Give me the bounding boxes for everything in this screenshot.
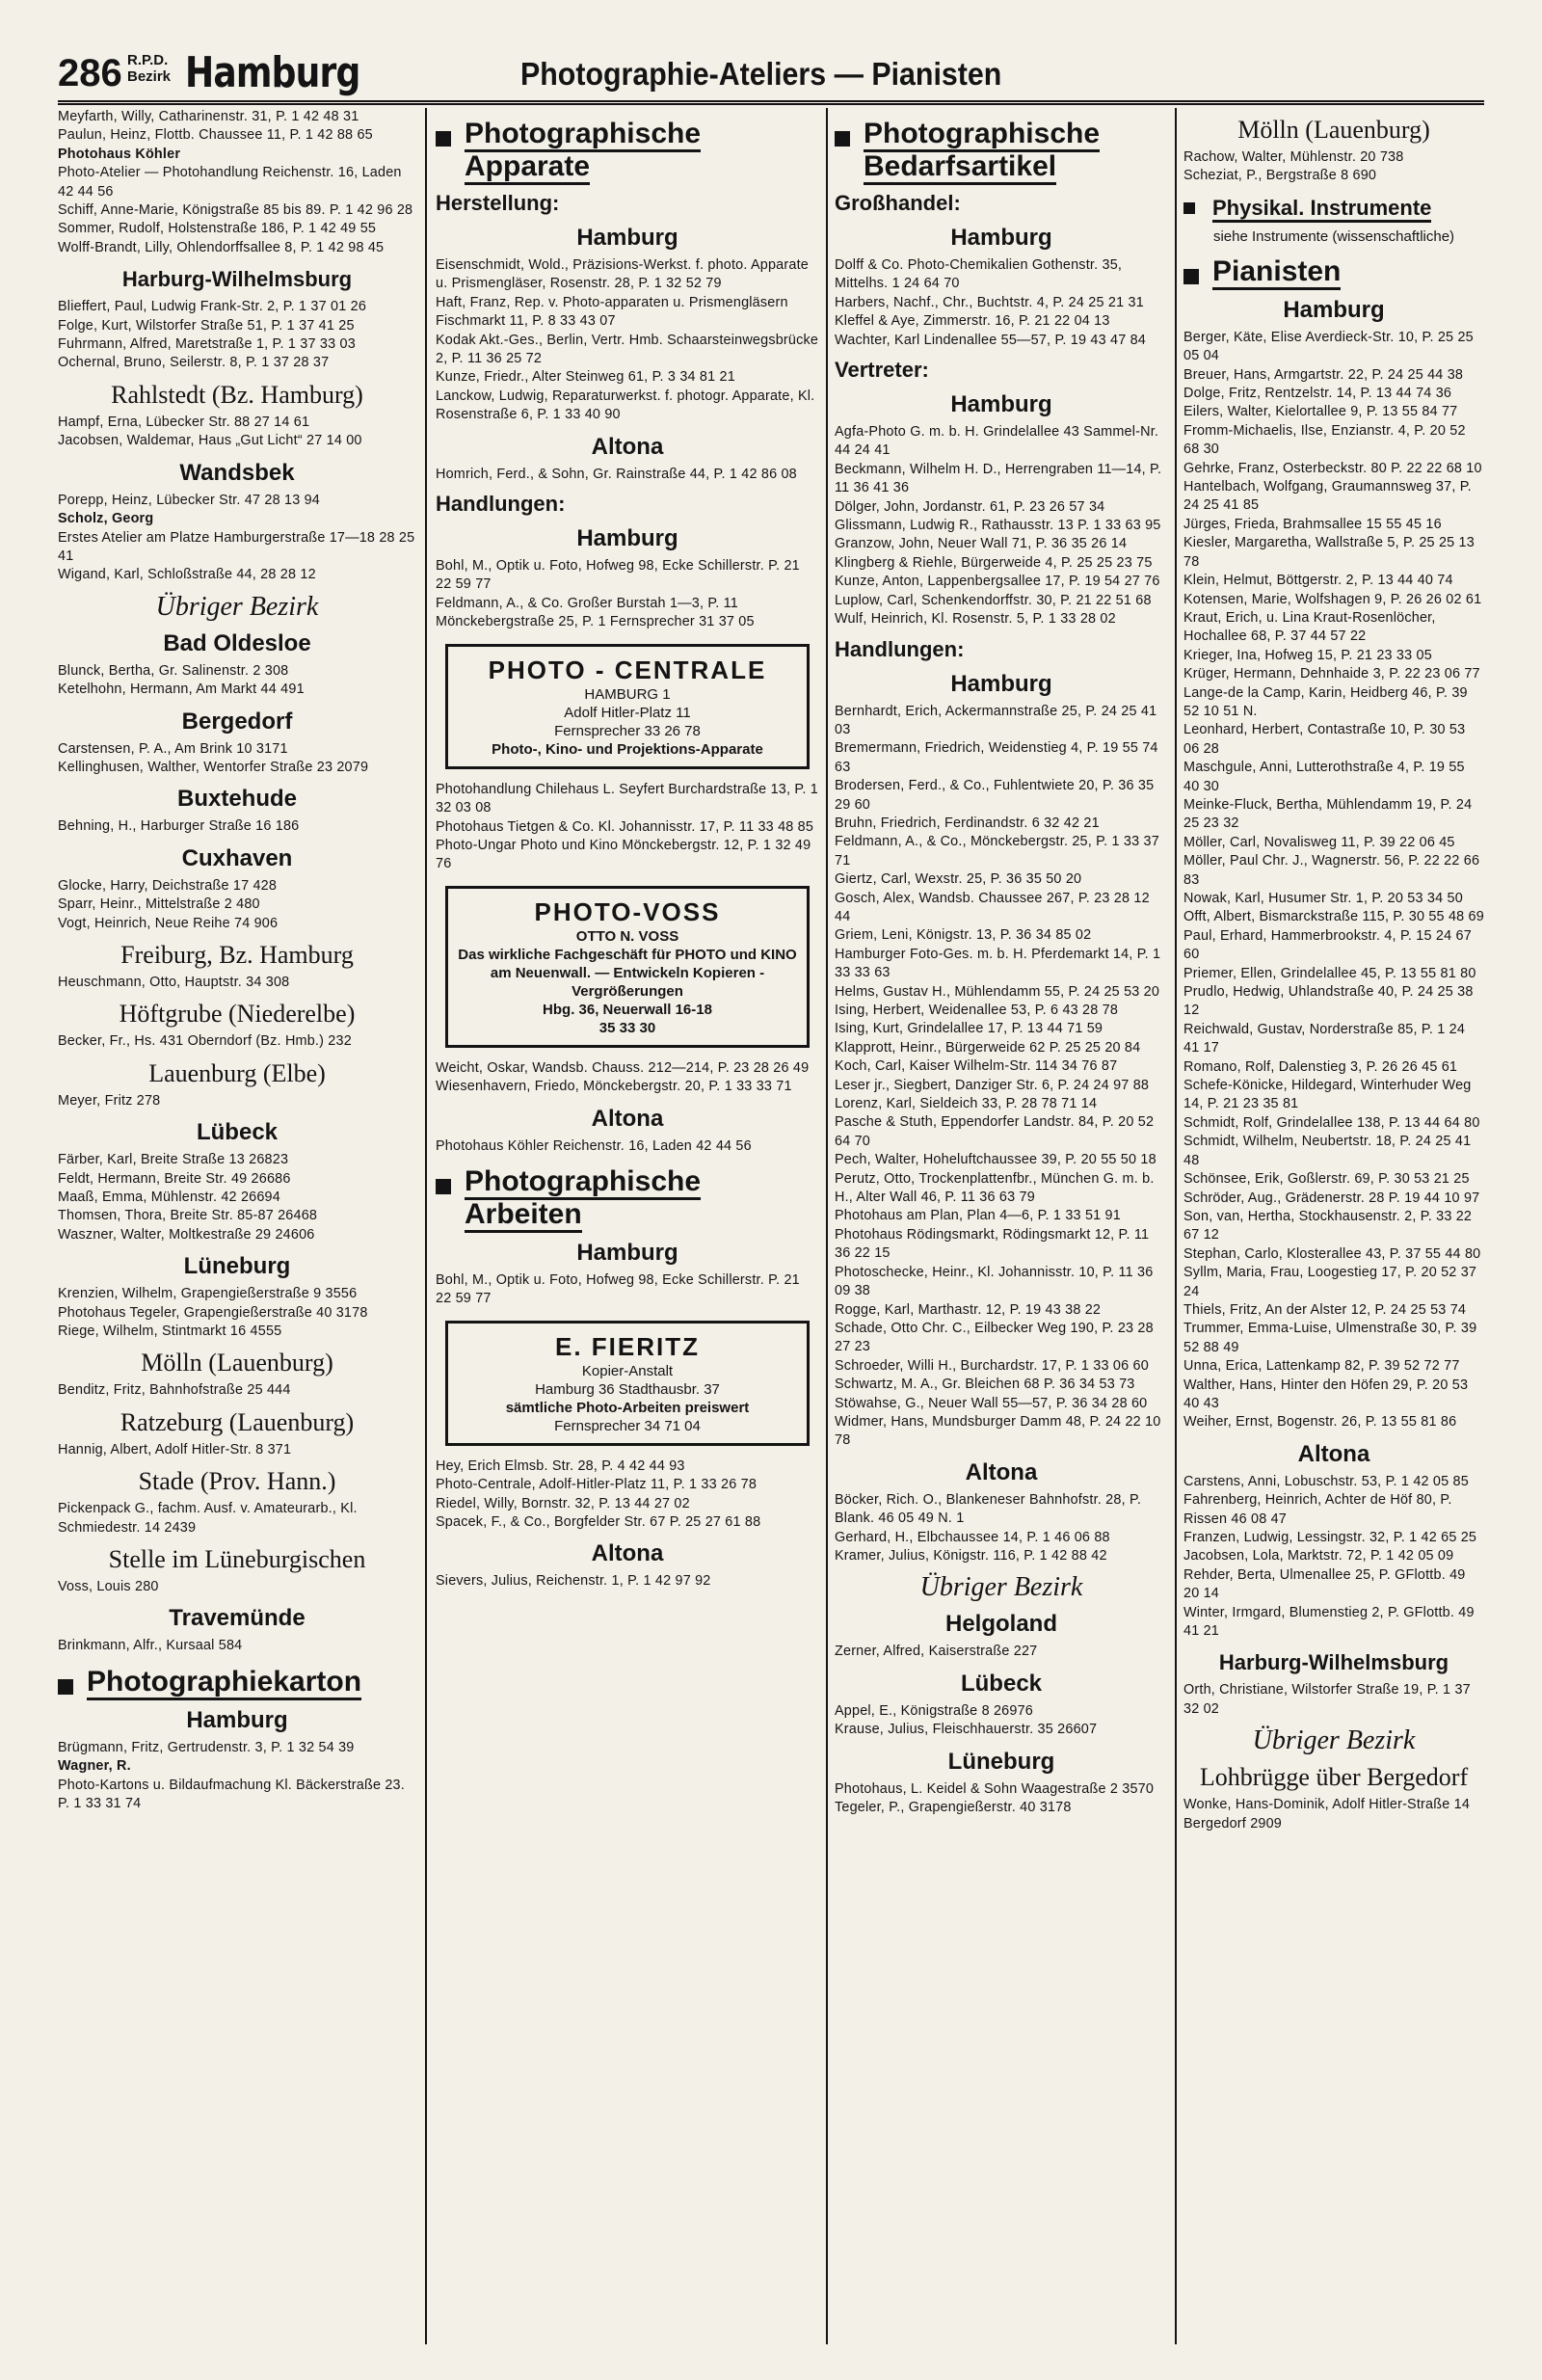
directory-entry: Möller, Carl, Novalisweg 11, P. 39 22 06 45 — [1183, 834, 1455, 850]
section-heading-text: Photographische Apparate — [465, 118, 701, 185]
directory-entry: Kiesler, Margaretha, Wallstraße 5, P. 25 25 13 78 — [1183, 535, 1475, 570]
directory-entry: Ochernal, Bruno, Seilerstr. 8, P. 1 37 28 37 — [58, 355, 330, 371]
page-number: 286 — [58, 52, 122, 94]
subsection-heading: Großhandel: — [835, 191, 961, 215]
directory-entry: Jacobsen, Lola, Marktstr. 72, P. 1 42 05 09 — [1183, 1548, 1454, 1564]
directory-entry: Hamburger Foto-Ges. m. b. H. Pferdemarkt 14, P. 1 33 33 63 — [835, 946, 1161, 981]
column-rule — [826, 108, 828, 2344]
directory-entry: Rehder, Berta, Ulmenallee 25, P. GFlottb. 49 20 14 — [1183, 1566, 1466, 1602]
directory-entry: Lorenz, Karl, Sieldeich 33, P. 28 78 71 14 — [835, 1096, 1098, 1112]
directory-entry: Helms, Gustav H., Mühlendamm 55, P. 24 25 53 20 — [835, 983, 1160, 1000]
directory-entry: Kotensen, Marie, Wolfshagen 9, P. 26 26 02 61 — [1183, 591, 1482, 607]
directory-entry: Carstensen, P. A., Am Brink 10 3171 — [58, 740, 288, 757]
directory-entry: Photohaus Tietgen & Co. Kl. Johannisstr. 17, P. 11 33 48 85 — [436, 818, 814, 835]
directory-entry: Bruhn, Friedrich, Ferdinandstr. 6 32 42 21 — [835, 815, 1100, 831]
place-heading: Buxtehude — [176, 786, 297, 813]
directory-entry: Rogge, Karl, Marthastr. 12, P. 19 43 38 22 — [835, 1301, 1102, 1318]
directory-entry: Feldmann, A., & Co., Mönckebergstr. 25, P. 1 33 37 71 — [835, 834, 1159, 869]
place-heading: Stelle im Lüneburgischen — [108, 1545, 366, 1574]
directory-entry: Trummer, Emma-Luise, Ulmenstraße 30, P. 39 52 88 49 — [1183, 1321, 1477, 1355]
directory-entry: Priemer, Ellen, Grindelallee 45, P. 13 55 81 80 — [1183, 965, 1476, 981]
directory-entry: Homrich, Ferd., & Sohn, Gr. Rainstraße 44, P. 1 42 86 08 — [436, 466, 797, 482]
ad-line: OTTO N. VOSS — [575, 927, 679, 945]
ad-line: Adolf Hitler-Platz 11 — [564, 704, 691, 721]
directory-entry: Paulun, Heinz, Flottb. Chaussee 11, P. 1 42 88 65 — [58, 127, 373, 144]
directory-entry: Heuschmann, Otto, Hauptstr. 34 308 — [58, 974, 290, 990]
directory-entry: Schönsee, Erik, Goßlerstr. 69, P. 30 53 21 25 — [1183, 1171, 1470, 1188]
place-heading: Mölln (Lauenburg) — [141, 1349, 333, 1377]
directory-entry: Hantelbach, Wolfgang, Graumannsweg 37, P. 24 25 41 85 — [1183, 479, 1472, 514]
place-heading: Altona — [591, 1105, 664, 1132]
ad-line: E. FIERITZ — [555, 1331, 700, 1361]
directory-entry: Griem, Leni, Königstr. 13, P. 36 34 85 02 — [835, 927, 1092, 944]
directory-entry: Brügmann, Fritz, Gertrudenstr. 3, P. 1 32 54 39 — [58, 1739, 355, 1755]
directory-entry: Romano, Rolf, Dalenstieg 3, P. 26 26 45 61 — [1183, 1058, 1458, 1075]
directory-entry: Folge, Kurt, Wilstorfer Straße 51, P. 1 37 41 25 — [58, 317, 355, 334]
directory-entry: Schiff, Anne-Marie, Königstraße 85 bis 89. P. 1 42 96 28 — [58, 202, 413, 219]
directory-entry: Breuer, Hans, Armgartstr. 22, P. 24 25 44 38 — [1183, 366, 1464, 383]
directory-entry: Klapprott, Heinr., Bürgerweide 62 P. 25 25 20 84 — [835, 1039, 1141, 1056]
advertisement-box — [445, 1321, 810, 1446]
directory-entry: Maaß, Emma, Mühlenstr. 42 26694 — [58, 1190, 280, 1205]
directory-entry: Winter, Irmgard, Blumenstieg 2, P. GFlottb. 49 41 21 — [1183, 1604, 1475, 1640]
directory-entry: Kunze, Anton, Lappenbergsallee 17, P. 19 54 27 76 — [835, 574, 1160, 590]
directory-entry: Offt, Albert, Bismarckstraße 115, P. 30 55 48 69 — [1183, 909, 1484, 925]
directory-entry: Giertz, Carl, Wexstr. 25, P. 36 35 50 20 — [835, 871, 1082, 888]
directory-entry: Haft, Franz, Rep. v. Photo-apparaten u. Prismengläsern Fischmarkt 11, P. 8 33 43 07 — [436, 294, 788, 330]
directory-entry: Wachter, Karl Lindenallee 55—57, P. 19 43 47 84 — [835, 332, 1147, 348]
directory-entry: Dolge, Fritz, Rentzelstr. 14, P. 13 44 74 36 — [1183, 386, 1452, 402]
directory-entry: Ising, Herbert, Weidenallee 53, P. 6 43 28 78 — [835, 1003, 1119, 1018]
place-heading: Übriger Bezirk — [155, 591, 319, 622]
directory-entry: Gerhard, H., Elbchaussee 14, P. 1 46 06 88 — [835, 1529, 1110, 1545]
place-heading: Cuxhaven — [181, 844, 293, 871]
place-heading: Hamburg — [950, 391, 1052, 418]
directory-entry: Rachow, Walter, Mühlenstr. 20 738 — [1183, 149, 1404, 165]
directory-entry: Bremermann, Friedrich, Weidenstieg 4, P. 19 55 74 63 — [835, 740, 1158, 775]
ad-line: 35 33 30 — [598, 1019, 656, 1036]
directory-entry: Nowak, Karl, Husumer Str. 1, P. 20 53 34 50 — [1183, 891, 1463, 906]
column-4 — [1183, 108, 1484, 2344]
page-header — [58, 48, 1484, 105]
directory-entry: Photoschecke, Heinr., Kl. Johannisstr. 10, P. 11 36 09 38 — [835, 1264, 1154, 1299]
directory-entry: Meinke-Fluck, Bertha, Mühlendamm 19, P. 24 25 23 32 — [1183, 796, 1473, 832]
directory-entry: Unna, Erica, Lattenkamp 82, P. 39 52 72 77 — [1183, 1358, 1460, 1375]
directory-entry: Weiher, Ernst, Bogenstr. 26, P. 13 55 81 86 — [1183, 1414, 1457, 1431]
rpd-label: R.P.D. Bezirk — [127, 52, 172, 85]
directory-entry: Zerner, Alfred, Kaiserstraße 227 — [835, 1644, 1038, 1660]
directory-entry: Riedel, Willy, Bornstr. 32, P. 13 44 27 02 — [436, 1495, 690, 1511]
directory-entry: Kunze, Friedr., Alter Steinweg 61, P. 3 34 81 21 — [436, 369, 735, 386]
subsection-heading: Vertreter: — [835, 358, 929, 383]
column-1 — [58, 108, 416, 2344]
column-rule — [1175, 108, 1177, 2344]
directory-entry: Bohl, M., Optik u. Foto, Hofweg 98, Ecke Schillerstr. P. 21 22 59 77 — [436, 1271, 800, 1307]
directory-entry: Fahrenberg, Heinrich, Achter de Höf 80, P. Rissen 46 08 47 — [1183, 1492, 1452, 1527]
directory-entry: Jacobsen, Waldemar, Haus „Gut Licht“ 27 14 00 — [58, 433, 362, 449]
ad-line: Fernsprecher 33 26 78 — [554, 722, 701, 739]
directory-entry: Stöwahse, G., Neuer Wall 55—57, P. 36 34 28 60 — [835, 1395, 1148, 1411]
place-heading: Lüneburg — [183, 1253, 291, 1280]
directory-entry: Meyfarth, Willy, Catharinenstr. 31, P. 1 42 48 31 — [58, 109, 359, 124]
directory-entry: Schade, Otto Chr. C., Eilbecker Weg 190, P. 23 28 27 23 — [835, 1320, 1154, 1355]
place-heading: Helgoland — [944, 1611, 1057, 1638]
place-heading: Lohbrügge über Bergedorf — [1199, 1763, 1469, 1792]
directory-entry: Harbers, Nachf., Chr., Buchtstr. 4, P. 24 25 21 31 — [835, 294, 1144, 310]
place-heading: Lübeck — [196, 1119, 279, 1146]
directory-entry: Agfa-Photo G. m. b. H. Grindelallee 43 Sammel-Nr. 44 24 41 — [835, 424, 1159, 459]
directory-entry: Meyer, Fritz 278 — [58, 1092, 161, 1109]
directory-entry: Bohl, M., Optik u. Foto, Hofweg 98, Ecke Schillerstr. P. 21 22 59 77 — [436, 558, 800, 593]
directory-entry: Bernhardt, Erich, Ackermannstraße 25, P. 24 25 41 03 — [835, 703, 1157, 737]
header-title: Photographie-Ateliers — Pianisten — [520, 56, 1002, 92]
directory-entry: Jürges, Frieda, Brahmsallee 15 55 45 16 — [1183, 516, 1442, 532]
place-heading: Harburg-Wilhelmsburg — [121, 267, 353, 292]
directory-entry: Wonke, Hans-Dominik, Adolf Hitler-Straße 14 Bergedorf 2909 — [1183, 1797, 1471, 1832]
directory-entry: Syllm, Maria, Frau, Loogestieg 17, P. 20 52 37 24 — [1183, 1265, 1477, 1299]
cross-reference: siehe Instrumente (wissenschaftliche) — [1212, 227, 1455, 245]
directory-entry: Widmer, Hans, Mundsburger Damm 48, P. 24 22 10 78 — [835, 1413, 1161, 1449]
directory-entry: Möller, Paul Chr. J., Wagnerstr. 56, P. 22 22 66 83 — [1183, 853, 1480, 888]
place-heading: Bad Oldesloe — [163, 629, 311, 656]
directory-page — [58, 48, 1484, 2352]
directory-entry: Scholz, Georg — [58, 511, 154, 527]
ad-line: Hamburg 36 Stadthausbr. 37 — [535, 1380, 720, 1398]
directory-entry: Maschgule, Anni, Lutterothstraße 4, P. 19 55 40 30 — [1183, 760, 1465, 794]
directory-entry: Koch, Carl, Kaiser Wilhelm-Str. 114 34 76 87 — [835, 1058, 1118, 1075]
directory-entry: Kraut, Erich, u. Lina Kraut-Rosenlöcher, Hochallee 68, P. 37 44 57 22 — [1183, 609, 1436, 645]
directory-entry: Hampf, Erna, Lübecker Str. 88 27 14 61 — [58, 414, 310, 430]
directory-entry: Lange-de la Camp, Karin, Heidberg 46, P. 39 52 10 51 N. — [1183, 684, 1468, 719]
directory-entry: Schwartz, M. A., Gr. Bleichen 68 P. 36 34 53 73 — [835, 1377, 1135, 1393]
directory-entry: Fuhrmann, Alfred, Maretstraße 1, P. 1 37 33 03 — [58, 336, 356, 353]
directory-entry: Voss, Louis 280 — [58, 1579, 159, 1595]
directory-entry: Granzow, John, Neuer Wall 71, P. 36 35 26 14 — [835, 536, 1128, 552]
directory-entry: Krenzien, Wilhelm, Grapengießerstraße 9 3556 — [58, 1286, 358, 1302]
directory-entry: Blunck, Bertha, Gr. Salinenstr. 2 308 — [58, 662, 289, 679]
column-3 — [835, 108, 1168, 2344]
directory-entry: Gosch, Alex, Wandsb. Chaussee 267, P. 23 28 12 44 — [835, 890, 1150, 924]
place-heading: Hamburg — [186, 1706, 288, 1733]
ad-line: PHOTO-VOSS — [534, 896, 721, 926]
advertisement-box — [445, 644, 810, 769]
place-heading: Hamburg — [950, 670, 1052, 697]
place-heading: Übriger Bezirk — [919, 1572, 1083, 1603]
place-heading: Hamburg — [950, 225, 1052, 251]
place-heading: Rahlstedt (Bz. Hamburg) — [111, 380, 363, 409]
directory-entry: Schroeder, Willi H., Burchardstr. 17, P. 1 33 06 60 — [835, 1357, 1149, 1374]
directory-entry: Schröder, Aug., Grädenerstr. 28 P. 19 44 10 97 — [1183, 1190, 1480, 1206]
directory-entry: Brodersen, Ferd., & Co., Fuhlentwiete 20, P. 36 35 29 60 — [835, 778, 1155, 813]
section-heading — [436, 118, 819, 183]
directory-entry: Vogt, Heinrich, Neue Reihe 74 906 — [58, 915, 279, 931]
place-heading: Hamburg — [576, 525, 678, 552]
section-heading-text: Photographiekarton — [87, 1666, 361, 1700]
directory-entry: Berger, Käte, Elise Averdieck-Str. 10, P. 25 25 05 04 — [1183, 329, 1474, 364]
directory-entry: Photohaus Tegeler, Grapengießerstraße 40 3178 — [58, 1304, 368, 1321]
place-heading: Travemünde — [169, 1605, 306, 1632]
ad-line: Fernsprecher 34 71 04 — [554, 1417, 701, 1434]
section-heading — [835, 118, 1168, 183]
column-2 — [436, 108, 819, 2344]
directory-entry: Pasche & Stuth, Eppendorfer Landstr. 84, P. 20 52 64 70 — [835, 1114, 1155, 1149]
directory-entry: Eisenschmidt, Wold., Präzisions-Werkst. f. photo. Apparate u. Prismengläser, Rosenstr. 28, P. 1 32 52 79 — [436, 257, 809, 292]
directory-entry: Erstes Atelier am Platze Hamburgerstraße 17—18 28 25 41 — [58, 529, 415, 564]
place-heading: Lübeck — [960, 1670, 1043, 1697]
section-heading — [1183, 196, 1484, 221]
directory-entry: Franzen, Ludwig, Lessingstr. 32, P. 1 42 65 25 — [1183, 1530, 1477, 1545]
directory-entry: Beckmann, Wilhelm H. D., Herrengraben 11—14, P. 11 36 41 36 — [835, 461, 1162, 496]
directory-entry: Paul, Erhard, Hammerbrookstr. 4, P. 15 24 67 60 — [1183, 927, 1472, 963]
place-heading: Bergedorf — [181, 708, 293, 735]
directory-entry: Son, van, Hertha, Stockhausenstr. 2, P. 33 22 67 12 — [1183, 1208, 1473, 1243]
directory-entry: Sparr, Heinr., Mittelstraße 2 480 — [58, 896, 260, 913]
place-heading: Altona — [965, 1458, 1038, 1485]
directory-entry: Pickenpack G., fachm. Ausf. v. Amateurarb., Kl. Schmiedestr. 14 2439 — [58, 1501, 358, 1536]
place-heading: Ratzeburg (Lauenburg) — [120, 1407, 355, 1436]
directory-entry: Photohaus Rödingsmarkt, Rödingsmarkt 12, P. 11 36 22 15 — [835, 1226, 1150, 1262]
place-heading: Freiburg, Bz. Hamburg — [120, 940, 354, 969]
directory-entry: Weicht, Oskar, Wandsb. Chauss. 212—214, P. 23 28 26 49 — [436, 1059, 810, 1076]
directory-entry: Schmidt, Rolf, Grindelallee 138, P. 13 44 64 80 — [1183, 1114, 1480, 1131]
directory-entry: Dolff & Co. Photo-Chemikalien Gothenstr. 35, Mittelhs. 1 24 64 70 — [835, 257, 1123, 292]
directory-entry: Leser jr., Siegbert, Danziger Str. 6, P. 24 24 97 88 — [835, 1077, 1150, 1093]
ad-line: Kopier-Anstalt — [581, 1362, 674, 1379]
directory-entry: Feldt, Hermann, Breite Str. 49 26686 — [58, 1170, 291, 1187]
place-heading: Altona — [1297, 1440, 1370, 1467]
directory-entry: Thomsen, Thora, Breite Str. 85-87 26468 — [58, 1208, 318, 1224]
place-heading: Wandsbek — [179, 459, 295, 486]
place-heading: Mölln (Lauenburg) — [1237, 116, 1430, 144]
directory-entry: Glissmann, Ludwig R., Rathausstr. 13 P. 1 33 63 95 — [835, 518, 1161, 534]
directory-entry: Riege, Wilhelm, Stintmarkt 16 4555 — [58, 1324, 282, 1340]
directory-entry: Hannig, Albert, Adolf Hitler-Str. 8 371 — [58, 1441, 292, 1457]
directory-entry: Perutz, Otto, Trockenplattenfbr., München G. m. b. H., Alter Wall 46, P. 11 36 63 79 — [835, 1170, 1155, 1206]
ad-line: Hbg. 36, Neuerwall 16-18 — [543, 1001, 712, 1018]
directory-entry: Blieffert, Paul, Ludwig Frank-Str. 2, P. 1 37 01 26 — [58, 299, 367, 315]
directory-entry: Dölger, John, Jordanstr. 61, P. 23 26 57 34 — [835, 498, 1105, 515]
directory-entry: Pech, Walter, Hoheluftchaussee 39, P. 20 55 50 18 — [835, 1152, 1156, 1168]
place-heading: Lüneburg — [947, 1748, 1055, 1775]
directory-entry: Wagner, R. — [58, 1758, 131, 1775]
directory-entry: Wiesenhavern, Friedo, Mönckebergstr. 20, P. 1 33 33 71 — [436, 1079, 792, 1095]
directory-entry: Carstens, Anni, Lobuschstr. 53, P. 1 42 05 85 — [1183, 1473, 1469, 1489]
directory-entry: Behning, H., Harburger Straße 16 186 — [58, 818, 300, 835]
directory-entry: Färber, Karl, Breite Straße 13 26823 — [58, 1152, 289, 1168]
directory-entry: Wolff-Brandt, Lilly, Ohlendorffsallee 8, P. 1 42 98 45 — [58, 239, 385, 255]
place-heading: Altona — [591, 433, 664, 460]
directory-entry: Photo-Kartons u. Bildaufmachung Kl. Bäckerstraße 23. P. 1 33 31 74 — [58, 1777, 405, 1812]
directory-entry: Photohaus, L. Keidel & Sohn Waagestraße 2 3570 — [835, 1780, 1155, 1797]
directory-entry: Sommer, Rudolf, Holstenstraße 186, P. 1 42 49 55 — [58, 221, 377, 237]
place-heading: Hamburg — [576, 1239, 678, 1266]
place-heading: Stade (Prov. Hann.) — [138, 1467, 336, 1496]
directory-entry: Appel, E., Königstraße 8 26976 — [835, 1702, 1034, 1719]
header-city: Hamburg — [185, 48, 360, 97]
section-heading — [1183, 255, 1484, 288]
directory-entry: Wigand, Karl, Schloßstraße 44, 28 28 12 — [58, 567, 316, 583]
ad-line: Das wirkliche Fachgeschäft für PHOTO und KINO am Neuenwall. — Entwickeln Kopieren - Vergrößerungen — [458, 946, 797, 1000]
directory-entry: Tegeler, P., Grapengießerstr. 40 3178 — [835, 1800, 1072, 1815]
directory-entry: Klein, Helmut, Böttgerstr. 2, P. 13 44 40 74 — [1183, 573, 1453, 589]
ad-line: PHOTO - CENTRALE — [488, 655, 767, 684]
directory-entry: Krieger, Ina, Hofweg 15, P. 21 23 33 05 — [1183, 647, 1432, 663]
directory-entry: Brinkmann, Alfr., Kursaal 584 — [58, 1638, 243, 1654]
directory-entry: Fromm-Michaelis, Ilse, Enzianstr. 4, P. 20 52 68 30 — [1183, 422, 1466, 458]
directory-entry: Photo-Ungar Photo und Kino Mönckebergstr. 12, P. 1 32 49 76 — [436, 837, 811, 872]
directory-entry: Stephan, Carlo, Klosterallee 43, P. 37 55 44 80 — [1183, 1245, 1481, 1262]
directory-entry: Kodak Akt.-Ges., Berlin, Vertr. Hmb. Schaarsteinwegsbrücke 2, P. 11 36 25 72 — [436, 332, 819, 367]
directory-entry: Glocke, Harry, Deichstraße 17 428 — [58, 877, 278, 894]
directory-entry: Waszner, Walter, Moltkestraße 29 24606 — [58, 1226, 315, 1243]
directory-entry: Lanckow, Ludwig, Reparaturwerkst. f. photogr. Apparate, Kl. Rosenstraße 6, P. 1 33 40 90 — [436, 388, 815, 423]
section-heading — [436, 1165, 819, 1231]
subsection-heading: Handlungen: — [436, 492, 566, 517]
directory-entry: Photohaus am Plan, Plan 4—6, P. 1 33 51 91 — [835, 1208, 1121, 1224]
directory-entry: Wulf, Heinrich, Kl. Rosenstr. 5, P. 1 33 28 02 — [835, 611, 1116, 628]
section-heading-text: Pianisten — [1212, 255, 1341, 290]
directory-entry: Klingberg & Riehle, Bürgerweide 4, P. 25 25 23 75 — [835, 554, 1153, 571]
place-heading: Altona — [591, 1540, 664, 1567]
directory-entry: Ising, Kurt, Grindelallee 17, P. 13 44 71 59 — [835, 1021, 1103, 1037]
ad-line: sämtliche Photo-Arbeiten preiswert — [505, 1399, 750, 1416]
place-heading: Übriger Bezirk — [1252, 1725, 1416, 1756]
section-heading-text: Photographische Bedarfsartikel — [864, 118, 1100, 185]
directory-entry: Hey, Erich Elmsb. Str. 28, P. 4 42 44 93 — [436, 1457, 685, 1474]
advertisement-box — [445, 886, 810, 1048]
directory-entry: Photohaus Köhler — [58, 146, 181, 162]
section-heading-text: Physikal. Instrumente — [1212, 196, 1431, 223]
directory-entry: Krüger, Hermann, Dehnhaide 3, P. 22 23 06 77 — [1183, 666, 1480, 682]
section-heading-text: Photographische Arbeiten — [465, 1165, 701, 1233]
place-heading: Hamburg — [576, 225, 678, 251]
subsection-heading: Handlungen: — [835, 636, 965, 661]
directory-entry: Schefe-Könicke, Hildegard, Winterhuder Weg 14, P. 21 23 35 81 — [1183, 1078, 1472, 1112]
directory-entry: Photo-Centrale, Adolf-Hitler-Platz 11, P. 1 33 26 78 — [436, 1477, 758, 1493]
directory-entry: Benditz, Fritz, Bahnhofstraße 25 444 — [58, 1382, 291, 1399]
directory-entry: Becker, Fr., Hs. 431 Oberndorf (Bz. Hmb.) 232 — [58, 1033, 352, 1050]
directory-entry: Walther, Hans, Hinter den Höfen 29, P. 20 53 40 43 — [1183, 1377, 1469, 1411]
subsection-heading: Herstellung: — [436, 191, 560, 215]
directory-entry: Leonhard, Herbert, Contastraße 10, P. 30 53 06 28 — [1183, 722, 1466, 757]
place-heading: Harburg-Wilhelmsburg — [1218, 1650, 1449, 1675]
column-rule — [425, 108, 427, 2344]
directory-entry: Thiels, Fritz, An der Alster 12, P. 24 25 53 74 — [1183, 1301, 1467, 1318]
directory-entry: Eilers, Walter, Kielortallee 9, P. 13 55 84 77 — [1183, 404, 1458, 420]
directory-entry: Sievers, Julius, Reichenstr. 1, P. 1 42 97 92 — [436, 1573, 711, 1590]
directory-entry: Feldmann, A., & Co. Großer Burstah 1—3, P. 11 Mönckebergstraße 25, P. 1 Fernsprecher 31 37 05 — [436, 595, 755, 630]
ad-line: Photo-, Kino- und Projektions-Apparate — [492, 740, 763, 758]
directory-entry: Spacek, F., & Co., Borgfelder Str. 67 P. 25 27 61 88 — [436, 1513, 761, 1530]
directory-entry: Luplow, Carl, Schenkendorffstr. 30, P. 21 22 51 68 — [835, 592, 1152, 608]
directory-entry: Photohandlung Chilehaus L. Seyfert Burchardstraße 13, P. 1 32 03 08 — [436, 781, 818, 816]
directory-entry: Scheziat, P., Bergstraße 8 690 — [1183, 168, 1377, 184]
directory-entry: Orth, Christiane, Wilstorfer Straße 19, P. 1 37 32 02 — [1183, 1682, 1471, 1717]
directory-entry: Ketelhohn, Hermann, Am Markt 44 491 — [58, 682, 305, 698]
ad-line: HAMBURG 1 — [584, 685, 671, 703]
directory-entry: Kramer, Julius, Königstr. 116, P. 1 42 88 42 — [835, 1547, 1107, 1564]
place-heading: Höftgrube (Niederelbe) — [119, 1000, 356, 1029]
directory-entry: Reichwald, Gustav, Norderstraße 85, P. 1 24 41 17 — [1183, 1021, 1466, 1056]
directory-entry: Kleffel & Aye, Zimmerstr. 16, P. 21 22 04 13 — [835, 313, 1110, 330]
place-heading: Hamburg — [1283, 296, 1385, 323]
directory-entry: Photo-Atelier — Photohandlung Reichenstr. 16, Laden 42 44 56 — [58, 165, 402, 200]
directory-entry: Krause, Julius, Fleischhauerstr. 35 26607 — [835, 1722, 1098, 1738]
directory-entry: Photohaus Köhler Reichenstr. 16, Laden 42 44 56 — [436, 1137, 752, 1154]
directory-entry: Porepp, Heinz, Lübecker Str. 47 28 13 94 — [58, 492, 320, 508]
section-heading — [58, 1666, 416, 1698]
directory-entry: Schmidt, Wilhelm, Neubertstr. 18, P. 24 25 41 48 — [1183, 1134, 1472, 1168]
directory-entry: Gehrke, Franz, Osterbeckstr. 80 P. 22 22 68 10 — [1183, 460, 1482, 476]
place-heading: Lauenburg (Elbe) — [148, 1058, 326, 1087]
directory-entry: Prudlo, Hedwig, Uhlandstraße 40, P. 24 25 38 12 — [1183, 984, 1474, 1019]
directory-entry: Böcker, Rich. O., Blankeneser Bahnhofstr. 28, P. Blank. 46 05 49 N. 1 — [835, 1491, 1142, 1527]
directory-entry: Kellinghusen, Walther, Wentorfer Straße 23 2079 — [58, 759, 369, 775]
